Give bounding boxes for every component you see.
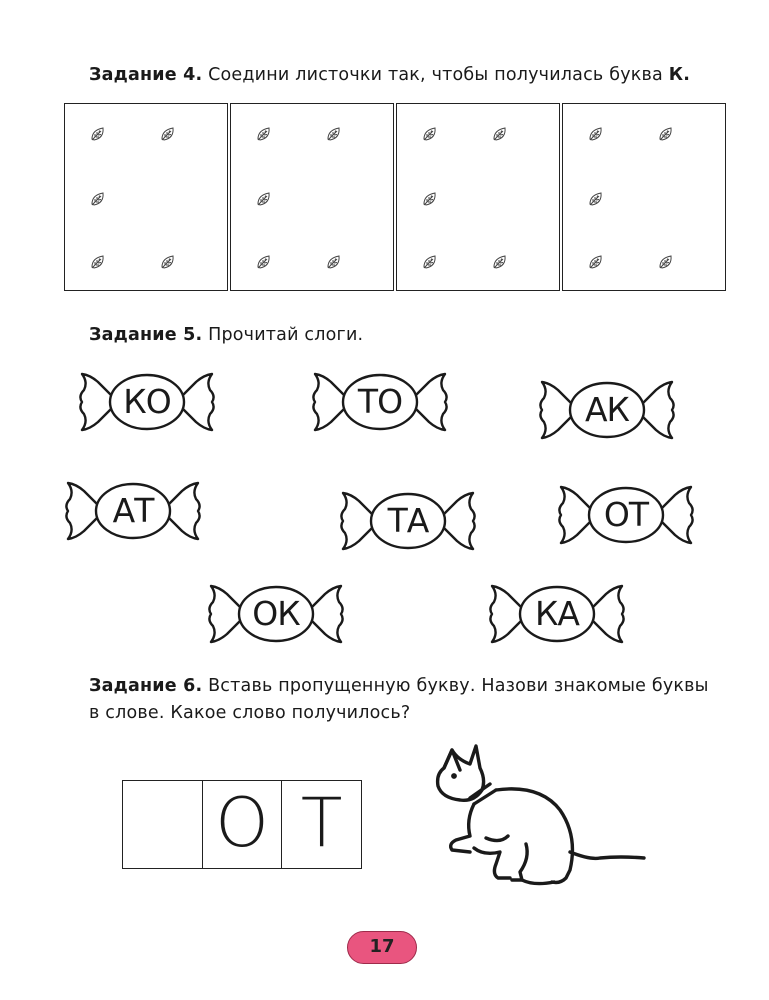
task-4-text: Соедини листочки так, чтобы получилась буква (208, 65, 663, 85)
leaf-icon[interactable] (492, 126, 508, 142)
candy-syllable (309, 370, 451, 434)
syllable-text: КА (534, 594, 579, 633)
letter-box: Т (300, 784, 343, 863)
task-6-heading (89, 673, 709, 727)
leaf-icon[interactable] (90, 191, 106, 207)
leaf-icon[interactable] (160, 126, 176, 142)
leaf-icon[interactable] (160, 254, 176, 270)
leaf-card[interactable] (230, 103, 394, 291)
candy-syllable (555, 483, 697, 547)
leaf-icon[interactable] (256, 191, 272, 207)
leaf-icon[interactable] (90, 254, 106, 270)
candy-syllable (62, 479, 204, 543)
syllable-text: ОК (252, 594, 300, 633)
leaf-icon[interactable] (422, 191, 438, 207)
word-letter-boxes (122, 780, 362, 869)
task-4-letter: К. (668, 65, 691, 85)
leaf-icon[interactable] (90, 126, 106, 142)
task-4-heading (89, 62, 690, 89)
candy-syllable (205, 582, 347, 646)
task-6-text: Вставь пропущенную букву. Назови знакомые буквы в слове. Какое слово получилось? (89, 676, 709, 723)
syllable-text: ТО (357, 382, 403, 421)
leaf-icon[interactable] (588, 254, 604, 270)
leaf-icon[interactable] (422, 126, 438, 142)
leaf-card[interactable] (64, 103, 228, 291)
syllable-text: ТА (387, 501, 429, 540)
task-5-text: Прочитай слоги. (208, 325, 364, 345)
leaf-icon[interactable] (492, 254, 508, 270)
leaf-icon[interactable] (326, 126, 342, 142)
candy-syllable (486, 582, 628, 646)
leaf-icon[interactable] (256, 254, 272, 270)
leaf-icon[interactable] (658, 126, 674, 142)
leaf-icon[interactable] (256, 126, 272, 142)
candy-syllable (337, 489, 479, 553)
task-4-label: Задание 4. (89, 65, 203, 85)
leaf-icon[interactable] (588, 191, 604, 207)
leaf-icon[interactable] (422, 254, 438, 270)
syllable-text: КО (123, 382, 171, 421)
syllable-text: ОТ (603, 495, 649, 534)
task-5-heading (89, 322, 363, 349)
leaf-card[interactable] (396, 103, 560, 291)
leaf-icon[interactable] (658, 254, 674, 270)
leaf-card[interactable] (562, 103, 726, 291)
syllable-text: АТ (112, 491, 154, 530)
leaf-icon[interactable] (326, 254, 342, 270)
leaf-icon[interactable] (588, 126, 604, 142)
letter-box-empty[interactable] (123, 781, 203, 868)
cat-illustration (430, 740, 660, 900)
candy-syllable (536, 378, 678, 442)
candy-syllable (76, 370, 218, 434)
syllable-text: АК (584, 390, 629, 429)
page-number: 17 (347, 931, 417, 964)
task-6-label: Задание 6. (89, 676, 203, 696)
letter-box: О (203, 781, 283, 868)
task-5-label: Задание 5. (89, 325, 203, 345)
